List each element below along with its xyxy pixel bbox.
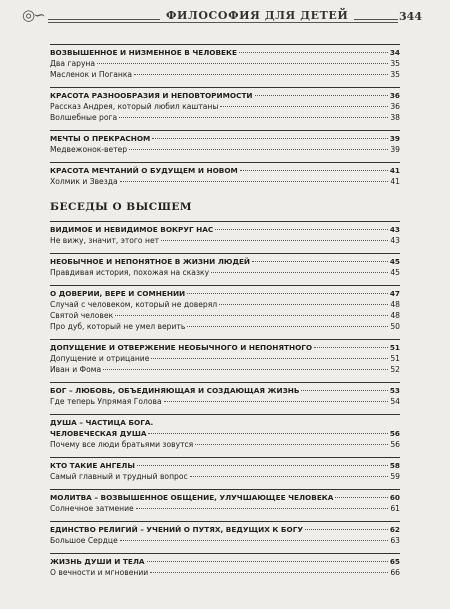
chapter-entry[interactable] <box>50 428 400 439</box>
leader-dots <box>240 170 388 171</box>
page-ref: 66 <box>390 568 400 577</box>
page-ref: 50 <box>390 322 400 331</box>
header-rule <box>48 22 398 23</box>
story-entry[interactable] <box>50 144 400 155</box>
leader-dots <box>219 304 388 305</box>
chapter-block <box>50 87 400 123</box>
leader-dots <box>239 52 388 53</box>
chapter-block <box>50 553 400 578</box>
page-ref: 48 <box>390 311 400 320</box>
page-ref: 43 <box>390 236 400 245</box>
leader-dots <box>220 106 388 107</box>
story-entry[interactable] <box>50 101 400 112</box>
page-ref: 53 <box>389 386 400 395</box>
page-ref: 52 <box>390 365 400 374</box>
leader-dots <box>119 117 388 118</box>
page-ref: 39 <box>389 134 400 143</box>
leader-dots <box>97 63 388 64</box>
chapter-title: МЕЧТЫ О ПРЕКРАСНОМ <box>50 134 151 143</box>
page-ref: 56 <box>390 440 400 449</box>
story-entry[interactable] <box>50 535 400 546</box>
page-ref: 35 <box>390 70 400 79</box>
chapter-block <box>50 44 400 80</box>
page-ref: 51 <box>389 343 400 352</box>
leader-dots <box>211 272 388 273</box>
story-title: Случай с человеком, который не доверял <box>50 300 218 309</box>
story-entry[interactable] <box>50 58 400 69</box>
leader-dots <box>190 476 389 477</box>
leader-dots <box>305 529 388 530</box>
section-title: БЕСЕДЫ О ВЫСШЕМ <box>50 201 193 213</box>
page-header <box>0 0 450 30</box>
leader-dots <box>252 261 388 262</box>
chapter-title: НЕОБЫЧНОЕ И НЕПОНЯТНОЕ В ЖИЗНИ ЛЮДЕЙ <box>50 257 251 266</box>
story-title: Иван и Фома <box>50 365 102 374</box>
toc-group-2 <box>50 221 400 578</box>
page-ref: 56 <box>389 429 400 438</box>
page-ref: 45 <box>389 257 400 266</box>
page-ref: 54 <box>390 397 400 406</box>
chapter-title: ЖИЗНЬ ДУШИ И ТЕЛА <box>50 557 145 566</box>
chapter-title: КТО ТАКИЕ АНГЕЛЫ <box>50 461 135 470</box>
leader-dots <box>137 465 388 466</box>
story-title: Медвежонок-ветер <box>50 145 128 154</box>
chapter-block <box>50 489 400 514</box>
leader-dots <box>115 315 388 316</box>
leader-dots <box>136 508 389 509</box>
leader-dots <box>301 390 387 391</box>
book-title: ФИЛОСОФИЯ ДЛЯ ДЕТЕЙ <box>160 9 354 22</box>
chapter-title: ВОЗВЫШЕННОЕ И НИЗМЕННОЕ В ЧЕЛОВЕКЕ <box>50 48 237 57</box>
chapter-block <box>50 221 400 246</box>
ornament-icon: ◎∽ <box>22 6 44 24</box>
story-title: Правдивая история, похожая на сказку <box>50 268 210 277</box>
page-ref: 61 <box>390 504 400 513</box>
chapter-title: МОЛИТВА – ВОЗВЫШЕННОЕ ОБЩЕНИЕ, УЛУЧШАЮЩЕЕ ЧЕЛОВЕКА <box>50 493 334 502</box>
chapter-title: ЧЕЛОВЕЧЕСКАЯ ДУША <box>50 429 147 438</box>
story-title: О вечности и мгновении <box>50 568 149 577</box>
page-number: 344 <box>399 10 422 23</box>
leader-dots <box>161 240 388 241</box>
chapter-entry[interactable] <box>50 556 400 567</box>
story-title: Самый главный и трудный вопрос <box>50 472 188 481</box>
story-title: Два гаруна <box>50 59 96 68</box>
story-entry[interactable] <box>50 310 400 321</box>
chapter-entry[interactable] <box>50 47 400 58</box>
page-ref: 58 <box>389 461 400 470</box>
chapter-title: ВИДИМОЕ И НЕВИДИМОЕ ВОКРУГ НАС <box>50 225 214 234</box>
story-entry[interactable] <box>50 321 400 332</box>
toc-group-1 <box>50 44 400 187</box>
page-ref: 43 <box>389 225 400 234</box>
chapter-entry[interactable] <box>50 492 400 503</box>
leader-dots <box>147 561 388 562</box>
chapter-entry[interactable] <box>50 288 400 299</box>
story-title: Святой человек <box>50 311 114 320</box>
chapter-block <box>50 382 400 407</box>
page-ref: 41 <box>389 166 400 175</box>
chapter-block <box>50 130 400 155</box>
page-ref: 48 <box>390 300 400 309</box>
story-entry[interactable] <box>50 69 400 80</box>
leader-dots <box>314 347 388 348</box>
chapter-title: ЕДИНСТВО РЕЛИГИЙ – УЧЕНИЙ О ПУТЯХ, ВЕДУЩИХ К БОГУ <box>50 525 303 534</box>
chapter-title: О ДОВЕРИИ, ВЕРЕ И СОМНЕНИИ <box>50 289 186 298</box>
page-ref: 38 <box>390 113 400 122</box>
story-entry[interactable] <box>50 364 400 375</box>
leader-dots <box>150 572 388 573</box>
page-ref: 63 <box>390 536 400 545</box>
page-ref: 36 <box>390 102 400 111</box>
chapter-entry[interactable] <box>50 342 400 353</box>
story-entry[interactable] <box>50 176 400 187</box>
chapter-title-line: ДУША – ЧАСТИЦА БОГА. <box>50 418 154 427</box>
story-entry[interactable] <box>50 439 400 450</box>
table-of-contents <box>50 44 400 585</box>
leader-dots <box>335 497 387 498</box>
page-ref: 59 <box>390 472 400 481</box>
leader-dots <box>187 326 388 327</box>
leader-dots <box>129 149 388 150</box>
story-title: Про дуб, который не умел верить <box>50 322 186 331</box>
chapter-entry[interactable] <box>50 524 400 535</box>
leader-dots <box>103 369 388 370</box>
story-title: Где теперь Упрямая Голова <box>50 397 162 406</box>
chapter-entry[interactable] <box>50 224 400 235</box>
story-title: Масленок и Поганка <box>50 70 133 79</box>
chapter-block <box>50 457 400 482</box>
story-title: Большое Сердце <box>50 536 118 545</box>
chapter-entry[interactable] <box>50 460 400 471</box>
chapter-block <box>50 162 400 187</box>
leader-dots <box>195 444 388 445</box>
story-entry[interactable] <box>50 396 400 407</box>
story-entry[interactable] <box>50 235 400 246</box>
leader-dots <box>152 138 388 139</box>
chapter-block <box>50 339 400 375</box>
chapter-title: ДОПУЩЕНИЕ И ОТВЕРЖЕНИЕ НЕОБЫЧНОГО И НЕПОНЯТНОГО <box>50 343 313 352</box>
leader-dots <box>215 229 388 230</box>
page-ref: 62 <box>389 525 400 534</box>
page-ref: 41 <box>390 177 400 186</box>
story-entry[interactable] <box>50 112 400 123</box>
leader-dots <box>151 358 388 359</box>
leader-dots <box>120 181 389 182</box>
story-entry[interactable] <box>50 471 400 482</box>
leader-dots <box>187 293 388 294</box>
chapter-title: БОГ – ЛЮБОВЬ, ОБЪЕДИНЯЮЩАЯ И СОЗДАЮЩАЯ ЖИЗНЬ <box>50 386 300 395</box>
chapter-entry[interactable] <box>50 256 400 267</box>
story-entry[interactable] <box>50 299 400 310</box>
story-title: Допущение и отрицание <box>50 354 150 363</box>
story-title: Солнечное затмение <box>50 504 134 513</box>
page-ref: 39 <box>390 145 400 154</box>
chapter-block <box>50 285 400 332</box>
story-entry[interactable] <box>50 353 400 364</box>
page-ref: 45 <box>390 268 400 277</box>
page-ref: 65 <box>389 557 400 566</box>
page-ref: 47 <box>389 289 400 298</box>
story-entry[interactable] <box>50 567 400 578</box>
chapter-entry[interactable] <box>50 165 400 176</box>
story-entry[interactable] <box>50 267 400 278</box>
page-ref: 51 <box>390 354 400 363</box>
chapter-entry[interactable] <box>50 90 400 101</box>
leader-dots <box>120 540 389 541</box>
chapter-title: КРАСОТА МЕЧТАНИЙ О БУДУЩЕМ И НОВОМ <box>50 166 238 175</box>
story-title: Холмик и Звезда <box>50 177 118 186</box>
page-ref: 60 <box>389 493 400 502</box>
story-title: Рассказ Андрея, который любил каштаны <box>50 102 219 111</box>
leader-dots <box>255 95 388 96</box>
chapter-block <box>50 414 400 450</box>
chapter-title: КРАСОТА РАЗНООБРАЗИЯ И НЕПОВТОРИМОСТИ <box>50 91 253 100</box>
leader-dots <box>134 74 388 75</box>
chapter-entry[interactable] <box>50 385 400 396</box>
story-entry[interactable] <box>50 503 400 514</box>
story-title: Не вижу, значит, этого нет <box>50 236 160 245</box>
story-title: Почему все люди братьями зовутся <box>50 440 194 449</box>
page-ref: 35 <box>390 59 400 68</box>
leader-dots <box>164 401 389 402</box>
chapter-block <box>50 521 400 546</box>
story-title: Волшебные рога <box>50 113 118 122</box>
leader-dots <box>148 433 387 434</box>
chapter-block <box>50 253 400 278</box>
page-ref: 36 <box>389 91 400 100</box>
chapter-entry[interactable] <box>50 133 400 144</box>
page-ref: 34 <box>389 48 400 57</box>
